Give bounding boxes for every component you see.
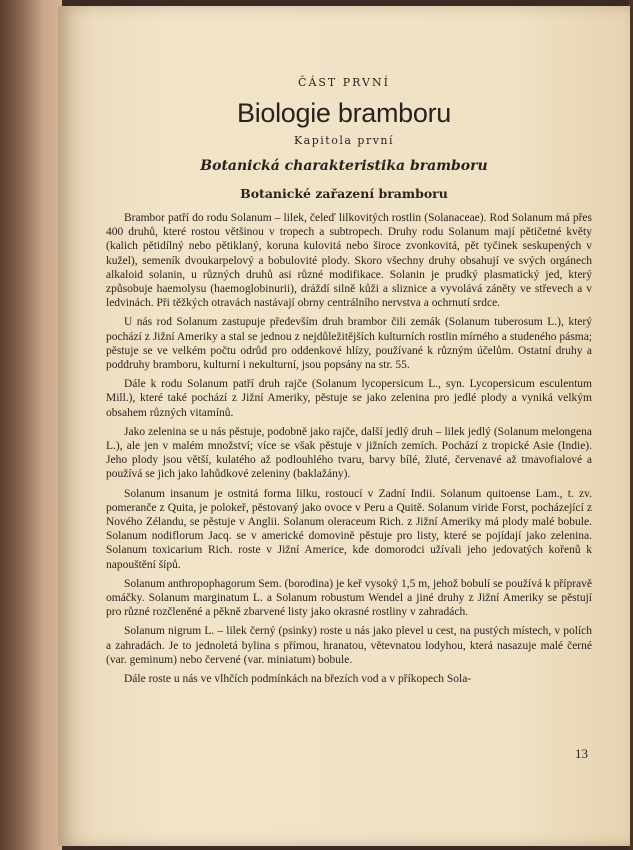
paragraph: Dále k rodu Solanum patří druh rajče (Solanum lycopersicum L., syn. Lycopersicum esculentum Mill.), které také pochází z Jižní Ameriky, pěstuje se jako zelenina pro jedlé plody a vyniká velkým obsahem různých vitamínů. xyxy=(106,378,592,419)
book-page xyxy=(58,6,630,846)
page-title: Biologie bramboru xyxy=(236,98,452,128)
chapter-label: Kapitola první xyxy=(293,134,395,147)
part-label: ČÁST PRVNÍ xyxy=(298,76,390,89)
paragraph: Solanum anthropophagorum Sem. (borodina) je keř vysoký 1,5 m, jehož bobulí se používá k přípravě omáčky. Solanum marginatum L. a Solanum robustum Wendel a jiné druhy z Jižní Ameriky se pěstují pro různé rozčleněné a pěkně zbarvené listy jako okrasné rostliny v zahradách. xyxy=(106,577,592,619)
page-number: 13 xyxy=(575,746,588,761)
paragraph: U nás rod Solanum zastupuje především druh brambor čili zemák (Solanum tuberosum L.), který pochází z Jižní Ameriky a stal se jednou z nejdůležitějších kulturních rostlin mírného a studeného pásma; pěstuje se ve velkém počtu odrůd pro oddenkové hlízy, používané k různým účelům. Ostatní druhy a poddruhy bramboru, kulturní i nekulturní, jsou popsány na str. 55. xyxy=(106,316,592,372)
paragraph: Brambor patří do rodu Solanum – lilek, čeleď lilkovitých rostlin (Solanaceae). Rod Solanum má přes 400 druhů, které rostou většinou v tropech a subtropech. Druhy rodu Solanum mají pětičetné květy (kalich pětidílný nebo pětiklaný, koruna kulovitá nebo široce zvonkovitá, pět tyčinek seskupených v kužel), semeník dvoukarpelový a bobulovité plody. Skoro všechny druhy obsahují ve svých orgánech alkaloid solanin, u různých druhů asi různé modifikace. Solanin je prudký plasmatický jed, který způsobuje haemolysu (haemoglobinurii), dráždí silně kůži a sliznice a vyvolává záněty ve střevech a v ledvinách. Při těžkých otravách nastávají obrny centrálního nervstva a ochrnutí srdce. xyxy=(106,212,592,310)
paragraph: Jako zelenina se u nás pěstuje, podobně jako rajče, další jedlý druh – lilek jedlý (Solanum melongena L.), ale jen v malém množství; více se však pěstuje v jižních zemích. Pochází z tropické Asie (Indie). Jeho plody jsou větší, kulatého až podlouhlého tvaru, barvy bílé, žluté, červenavé až tmavofialové a používá se jich jako lahůdkové zeleniny (baklažány). xyxy=(106,425,592,481)
paragraph: Solanum insanum je ostnitá forma lilku, rostoucí v Zadní Indii. Solanum quitoense Lam., t. zv. pomeranče z Quita, je polokeř, pěstovaný jako ovoce v Peru a Quitě. Solanum viride Forst, pocházející z Nového Zélandu, se pěstuje v Anglii. Solanum oleraceum Rich. z Jižní Ameriky má plody malé bobule. Solanum nodiflorum Jacq. se v americké domovině pěstuje pro listy, které se pojídají jako zelenina. Solanum toxicarium Rich. roste v Jižní Americe, kde domorodci užívali jeho jedovatých kořenů k napouštění šípů. xyxy=(106,487,592,571)
paragraph: Solanum nigrum L. – lilek černý (psinky) roste u nás jako plevel u cest, na pustých místech, v polích a zahradách. Je to jednoletá bylina s přímou, hranatou, větevnatou lodyhou, která nasazuje malé černé (var. geminum) nebo červené (var. miniatum) bobule. xyxy=(106,625,592,666)
paragraph: Dále roste u nás ve vlhčích podmínkách na březích vod a v příkopech Sola- xyxy=(124,673,472,686)
body-text xyxy=(106,211,592,691)
section-title: Botanická charakteristika bramboru xyxy=(200,158,488,174)
book-binding xyxy=(0,0,62,850)
subsection-title: Botanické zařazení bramboru xyxy=(240,186,448,201)
